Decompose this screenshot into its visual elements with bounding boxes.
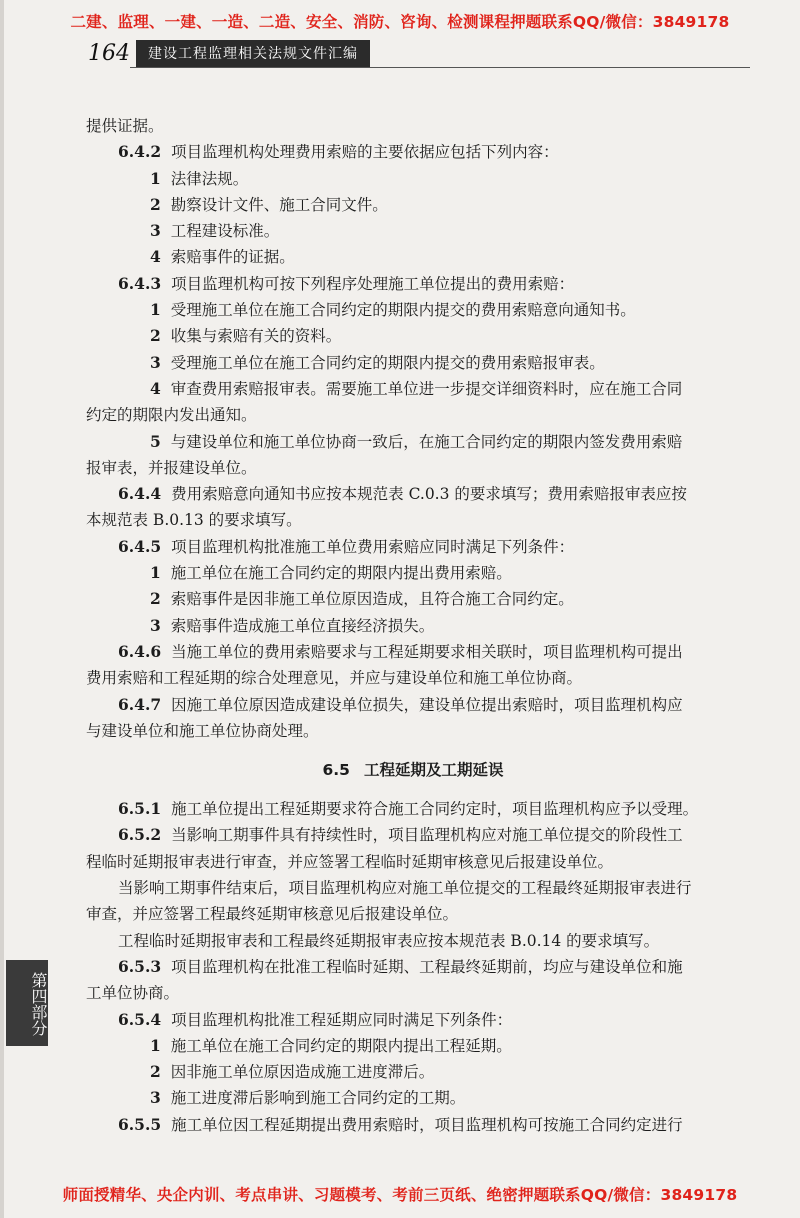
- text-line: [86, 1059, 740, 1085]
- clause-number: 6.5.3: [118, 956, 162, 976]
- text-line: [86, 692, 740, 718]
- clause-number: 6.4.2: [118, 142, 162, 162]
- text-line: [86, 639, 740, 665]
- clause-text: 项目监理机构可按下列程序处理施工单位提出的费用索赔：: [171, 274, 575, 293]
- clause-text: 索赔事件的证据。: [170, 248, 295, 267]
- bottom-banner: 师面授精华、央企内训、考点串讲、习题模考、考前三页纸、绝密押题联系QQ/微信：3849178: [62, 1186, 738, 1204]
- clause-text: 审查费用索赔报审表。需要施工单位进一步提交详细资料时，应在施工合同: [170, 379, 683, 398]
- text-line: [86, 297, 740, 323]
- text-line: [86, 796, 740, 822]
- text-line: [86, 613, 740, 639]
- section-title: 工程延期及工期延误: [363, 761, 504, 780]
- clause-number: 2: [150, 194, 161, 214]
- clause-number: 2: [150, 589, 161, 609]
- clause-number: 3: [150, 1088, 161, 1108]
- clause-text: 工单位协商。: [86, 984, 180, 1003]
- clause-text: 当施工单位的费用索赔要求与工程延期要求相关联时，项目监理机构可提出: [171, 642, 683, 661]
- clause-text: 受理施工单位在施工合同约定的期限内提交的费用索赔意向通知书。: [170, 301, 636, 320]
- text-line: [86, 875, 740, 901]
- clause-text: 项目监理机构批准施工单位费用索赔应同时满足下列条件：: [171, 537, 575, 556]
- text-line: [86, 429, 740, 455]
- page-edge: [0, 0, 4, 1218]
- text-line: [86, 376, 740, 402]
- clause-text: 索赔事件造成施工单位直接经济损失。: [170, 616, 435, 635]
- text-line: [86, 139, 740, 165]
- text-line: [86, 718, 740, 744]
- text-line: [86, 271, 740, 297]
- clause-number: 6.5.4: [118, 1009, 162, 1029]
- text-line: [86, 928, 740, 954]
- text-line: [86, 822, 740, 848]
- header-rule: [130, 67, 750, 68]
- text-line: [86, 1085, 740, 1111]
- clause-number: 1: [150, 300, 161, 320]
- clause-text: 项目监理机构批准工程延期应同时满足下列条件：: [171, 1010, 513, 1029]
- text-line: [86, 402, 740, 428]
- clause-number: 3: [150, 615, 161, 635]
- text-line: [86, 455, 740, 481]
- document-body: [86, 113, 740, 1138]
- clause-text: 约定的期限内发出通知。: [86, 406, 257, 425]
- text-line: [86, 323, 740, 349]
- text-line: [86, 901, 740, 927]
- text-line: [86, 980, 740, 1006]
- clause-number: 4: [150, 247, 161, 267]
- clause-text: 施工单位在施工合同约定的期限内提出费用索赔。: [170, 564, 512, 583]
- text-line: [86, 507, 740, 533]
- section-side-tab: 第四部分: [6, 960, 48, 1046]
- top-banner: 二建、监理、一建、一造、二造、安全、消防、咨询、检测课程押题联系QQ/微信：3849178: [70, 13, 730, 31]
- clause-text: 施工单位因工程延期提出费用索赔时，项目监理机构可按施工合同约定进行: [171, 1115, 683, 1134]
- clause-text: 项目监理机构处理费用索赔的主要依据应包括下列内容：: [171, 143, 559, 162]
- clause-number: 6.4.5: [118, 536, 162, 556]
- text-line: [86, 350, 740, 376]
- clause-text: 费用索赔和工程延期的综合处理意见，并应与建设单位和施工单位协商。: [86, 669, 583, 688]
- book-title: 建设工程监理相关法规文件汇编: [136, 40, 370, 68]
- clause-text: 项目监理机构在批准工程临时延期、工程最终延期前，均应与建设单位和施: [171, 957, 683, 976]
- clause-number: 2: [150, 1062, 161, 1082]
- text-line: [86, 586, 740, 612]
- clause-number: 4: [150, 378, 161, 398]
- clause-text: 费用索赔意向通知书应按本规范表 C.0.3 的要求填写；费用索赔报审表应按: [171, 485, 687, 504]
- clause-number: 1: [150, 563, 161, 583]
- clause-text: 程临时延期报审表进行审查，并应签署工程临时延期审核意见后报建设单位。: [86, 852, 614, 871]
- text-line: [86, 849, 740, 875]
- clause-number: 6.5.5: [118, 1114, 162, 1134]
- clause-text: 施工单位在施工合同约定的期限内提出工程延期。: [170, 1036, 512, 1055]
- clause-text: 与建设单位和施工单位协商一致后，在施工合同约定的期限内签发费用索赔: [170, 432, 683, 451]
- clause-text: 提供证据。: [86, 117, 164, 135]
- clause-text: 本规范表 B.0.13 的要求填写。: [86, 511, 302, 530]
- clause-text: 与建设单位和施工单位协商处理。: [86, 721, 319, 740]
- text-line: [86, 1112, 740, 1138]
- clause-text: 施工进度滞后影响到施工合同约定的工期。: [170, 1089, 466, 1108]
- page-number: 164: [88, 41, 130, 66]
- text-line: [86, 244, 740, 270]
- text-line: [86, 534, 740, 560]
- clause-text: 当影响工期事件具有持续性时，项目监理机构应对施工单位提交的阶段性工: [171, 826, 683, 845]
- clause-number: 1: [150, 1035, 161, 1055]
- text-line: [86, 1033, 740, 1059]
- clause-text: 工程建设标准。: [170, 222, 280, 241]
- clause-text: 收集与索赔有关的资料。: [170, 327, 342, 346]
- clause-text: 索赔事件是因非施工单位原因造成，且符合施工合同约定。: [170, 590, 574, 609]
- text-line: [86, 665, 740, 691]
- clause-text: 施工单位提出工程延期要求符合施工合同约定时，项目监理机构应予以受理。: [171, 800, 699, 819]
- section-number: 6.5: [322, 761, 350, 780]
- clause-text: 因非施工单位原因造成施工进度滞后。: [170, 1063, 435, 1082]
- clause-number: 1: [150, 168, 161, 188]
- text-line: [86, 560, 740, 586]
- clause-text: 当影响工期事件结束后，项目监理机构应对施工单位提交的工程最终延期报审表进行: [118, 879, 692, 898]
- text-line: [86, 954, 740, 980]
- text-line: [86, 192, 740, 218]
- clause-number: 6.4.4: [118, 484, 162, 504]
- clause-number: 3: [150, 352, 161, 372]
- clause-text: 报审表，并报建设单位。: [86, 458, 257, 477]
- clause-number: 5: [150, 431, 161, 451]
- clause-number: 6.4.3: [118, 273, 162, 293]
- clause-text: 因施工单位原因造成建设单位损失，建设单位提出索赔时，项目监理机构应: [171, 695, 683, 714]
- section-heading: [86, 744, 740, 796]
- clause-text: 工程临时延期报审表和工程最终延期报审表应按本规范表 B.0.14 的要求填写。: [118, 931, 660, 950]
- clause-text: 法律法规。: [170, 169, 249, 188]
- clause-number: 6.5.2: [118, 825, 162, 845]
- clause-text: 受理施工单位在施工合同约定的期限内提交的费用索赔报审表。: [170, 353, 605, 372]
- text-line: [86, 113, 740, 139]
- text-line: [86, 481, 740, 507]
- text-line: [86, 166, 740, 192]
- clause-number: 3: [150, 221, 161, 241]
- text-line: [86, 218, 740, 244]
- clause-number: 6.4.6: [118, 641, 162, 661]
- text-line: [86, 1007, 740, 1033]
- page-header: [88, 40, 370, 68]
- clause-number: 6.5.1: [118, 799, 162, 819]
- clause-text: 审查，并应签署工程最终延期审核意见后报建设单位。: [86, 905, 459, 924]
- clause-text: 勘察设计文件、施工合同文件。: [170, 195, 388, 214]
- clause-number: 2: [150, 326, 161, 346]
- clause-number: 6.4.7: [118, 694, 162, 714]
